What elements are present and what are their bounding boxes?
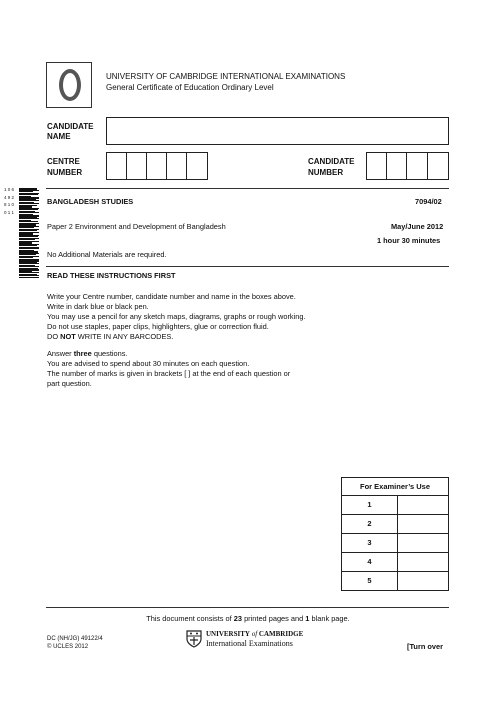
instructions-heading: READ THESE INSTRUCTIONS FIRST	[47, 271, 176, 280]
university-title: UNIVERSITY OF CAMBRIDGE INTERNATIONAL EXAMINATIONS	[106, 72, 346, 81]
mark-cell[interactable]	[397, 515, 448, 533]
mark-cell[interactable]	[397, 496, 448, 514]
page-count-number: 23	[233, 614, 243, 623]
candidate-number-digit-3[interactable]	[406, 152, 428, 180]
answer-instruction-pre: Answer	[47, 349, 74, 358]
divider-top	[46, 188, 449, 189]
mark-cell[interactable]	[397, 534, 448, 552]
question-number: 1	[367, 500, 372, 509]
answer-instruction	[47, 349, 306, 359]
instructions-block	[47, 292, 306, 389]
level-logo	[46, 62, 92, 108]
divider-bottom	[46, 607, 449, 608]
question-number: 5	[367, 576, 372, 585]
letter-o-mark	[59, 69, 81, 101]
paper-title: Paper 2 Environment and Development of Bangladesh	[47, 222, 226, 231]
document-code: DC (NH/JG) 49122/4	[47, 636, 103, 642]
table-row	[341, 496, 449, 515]
page-count-mid: printed pages and	[242, 614, 306, 623]
centre-number-digit-2[interactable]	[126, 152, 147, 180]
examiners-use-table	[341, 477, 449, 591]
barcode-instruction-bold: NOT	[60, 332, 76, 341]
wordmark-cambridge: CAMBRIDGE	[258, 630, 304, 638]
exam-session: May/June 2012	[391, 222, 444, 231]
instruction-line: The number of marks is given in brackets [ ] at the end of each question or	[47, 369, 291, 378]
centre-number-digit-5[interactable]	[186, 152, 208, 180]
candidate-number-label-2: NUMBER	[308, 168, 344, 177]
exam-barcode	[19, 188, 39, 280]
examiners-use-heading: For Examiner’s Use	[341, 477, 449, 496]
mark-cell[interactable]	[397, 553, 448, 571]
instruction-line: You may use a pencil for any sketch maps, diagrams, graphs or rough working.	[47, 312, 306, 321]
instruction-line: Write in dark blue or black pen.	[47, 302, 149, 311]
barcode-instruction-pre: DO	[47, 332, 61, 341]
table-row	[341, 572, 449, 591]
barcode-bar	[19, 277, 39, 278]
answer-instruction-post: questions.	[91, 349, 128, 358]
table-row	[341, 534, 449, 553]
wordmark-university: UNIVERSITY	[206, 630, 250, 638]
candidate-number-digit-2[interactable]	[386, 152, 407, 180]
page-count-post: blank page.	[309, 614, 350, 623]
certificate-title: General Certificate of Education Ordinary Level	[106, 83, 274, 92]
centre-number-label-2: NUMBER	[47, 168, 83, 177]
instruction-line: Write your Centre number, candidate number and name in the boxes above.	[47, 292, 296, 301]
cambridge-wordmark-line2: International Examinations	[206, 639, 293, 648]
copyright-notice: © UCLES 2012	[47, 644, 89, 650]
question-number: 3	[367, 538, 372, 547]
barcode-digits: 1 0 6 4 9 2 8 1 0 0 1 1	[4, 187, 15, 216]
divider-middle	[46, 266, 449, 267]
candidate-name-label-1: CANDIDATE	[47, 122, 94, 131]
question-number: 4	[367, 557, 372, 566]
subject-title: BANGLADESH STUDIES	[47, 197, 134, 206]
candidate-number-digit-4[interactable]	[427, 152, 449, 180]
wordmark-of: of	[249, 630, 259, 638]
instruction-line: Do not use staples, paper clips, highlighters, glue or correction fluid.	[47, 322, 269, 331]
barcode-instruction	[47, 332, 306, 342]
turn-over-label: [Turn over	[407, 642, 443, 651]
answer-instruction-bold: three	[73, 349, 92, 358]
candidate-name-label-2: NAME	[47, 132, 71, 141]
cambridge-crest-icon	[186, 630, 202, 648]
centre-number-digit-3[interactable]	[146, 152, 167, 180]
page-count-pre: This document consists of	[146, 614, 234, 623]
cambridge-wordmark-line1	[206, 630, 303, 639]
paper-code: 7094/02	[415, 197, 442, 206]
blank-page-number: 1	[305, 614, 310, 623]
candidate-number-digit-1[interactable]	[366, 152, 387, 180]
table-row	[341, 553, 449, 572]
mark-cell[interactable]	[397, 572, 448, 590]
question-number: 2	[367, 519, 372, 528]
instruction-line: part question.	[47, 379, 92, 388]
exam-duration: 1 hour 30 minutes	[377, 236, 441, 245]
page-count-note	[0, 614, 496, 624]
candidate-name-field[interactable]	[106, 117, 449, 145]
instruction-line: You are advised to spend about 30 minutes on each question.	[47, 359, 250, 368]
centre-number-digit-1[interactable]	[106, 152, 127, 180]
centre-number-label-1: CENTRE	[47, 157, 80, 166]
barcode-instruction-post: WRITE IN ANY BARCODES.	[75, 332, 174, 341]
materials-note: No Additional Materials are required.	[47, 250, 167, 259]
centre-number-digit-4[interactable]	[166, 152, 187, 180]
table-row	[341, 515, 449, 534]
candidate-number-label-1: CANDIDATE	[308, 157, 355, 166]
